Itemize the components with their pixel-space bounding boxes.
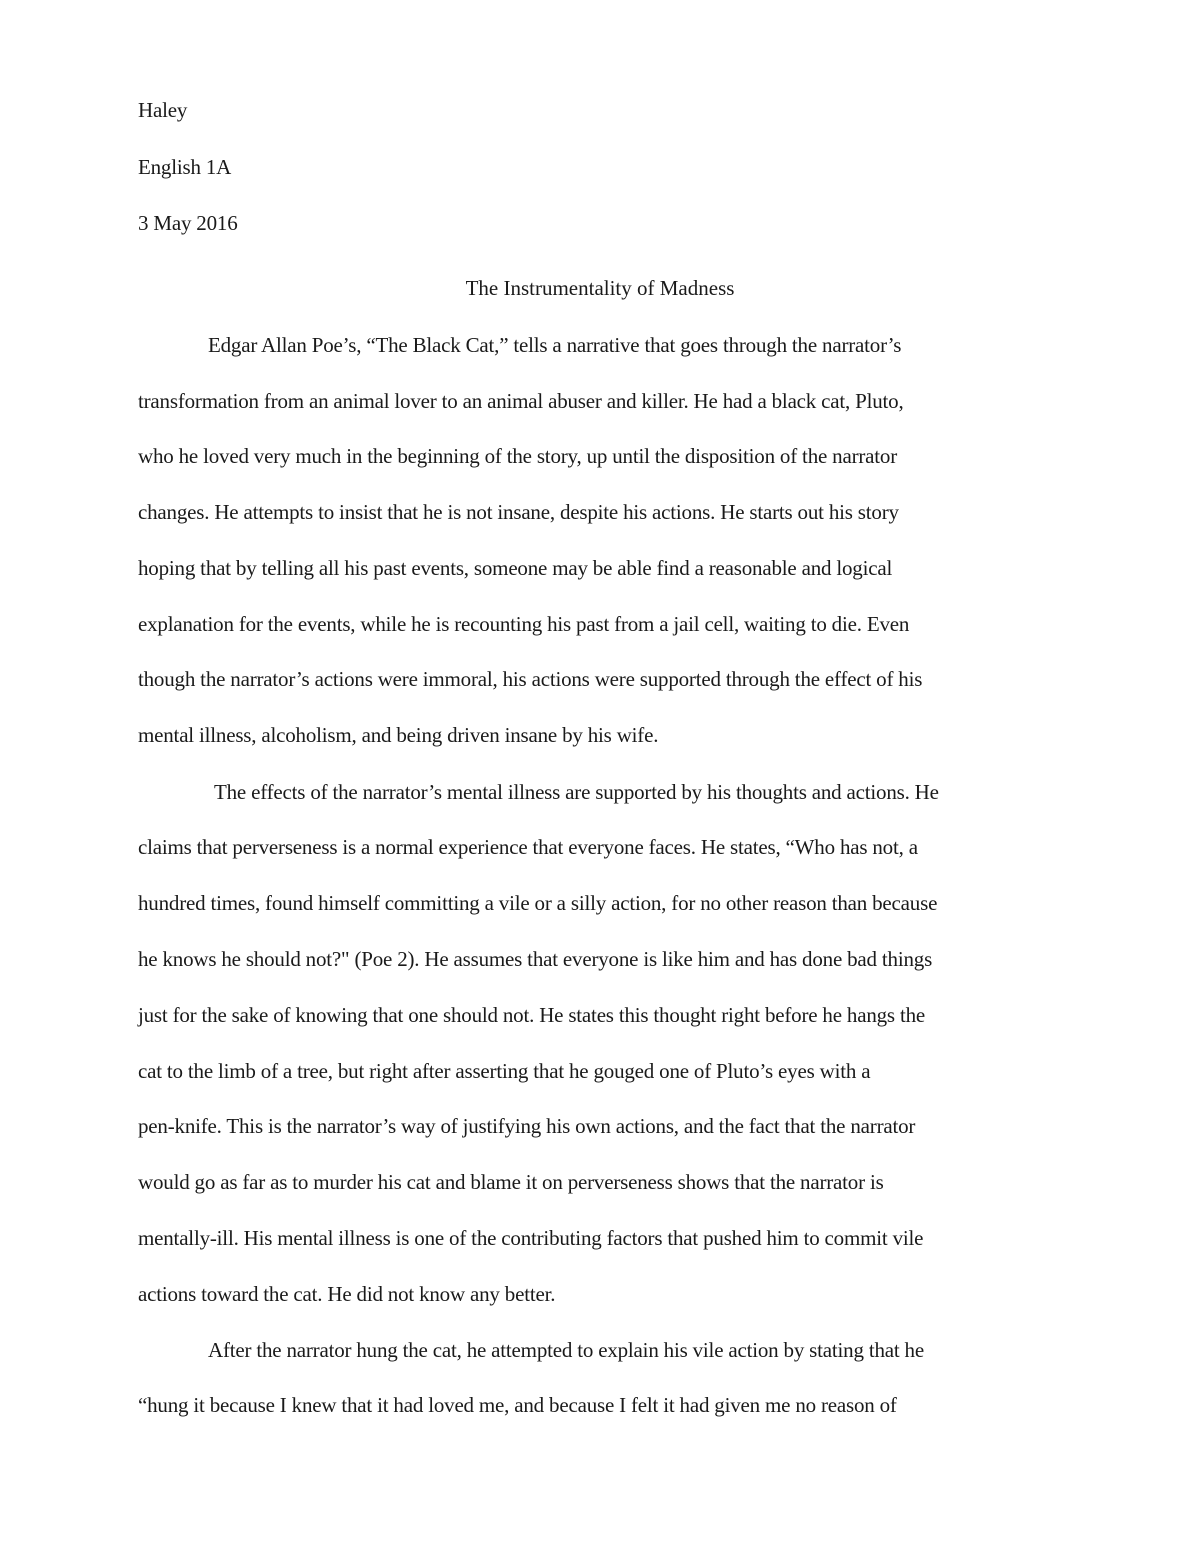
paragraph-2-line-7: pen-knife. This is the narrator’s way of justifying his own actions, and the fact that the narrator: [138, 1114, 916, 1138]
essay-date: 3 May 2016: [138, 211, 238, 235]
paragraph-1-line-1: Edgar Allan Poe’s, “The Black Cat,” tells a narrative that goes through the narrator’s: [208, 333, 902, 357]
paragraph-2-line-5: just for the sake of knowing that one should not. He states this thought right before he hangs the: [138, 1003, 926, 1027]
author-name: Haley: [138, 98, 188, 122]
paragraph-2-line-4: he knows he should not?" (Poe 2). He assumes that everyone is like him and has done bad things: [138, 947, 933, 971]
paragraph-2-line-1: The effects of the narrator’s mental illness are supported by his thoughts and actions. He: [214, 780, 939, 804]
course-name: English 1A: [138, 155, 232, 179]
paragraph-2-line-2: claims that perverseness is a normal experience that everyone faces. He states, “Who has not, a: [138, 835, 918, 859]
paragraph-3-line-2: “hung it because I knew that it had loved me, and because I felt it had given me no reason of: [138, 1393, 897, 1417]
paragraph-1-line-3: who he loved very much in the beginning of the story, up until the disposition of the narrator: [138, 444, 898, 468]
paragraph-2-line-10: actions toward the cat. He did not know any better.: [138, 1282, 556, 1306]
paragraph-1-line-7: though the narrator’s actions were immoral, his actions were supported through the effect of his: [138, 667, 923, 691]
paragraph-2-line-3: hundred times, found himself committing a vile or a silly action, for no other reason than because: [138, 891, 938, 915]
paragraph-3-line-1: After the narrator hung the cat, he attempted to explain his vile action by stating that he: [208, 1338, 924, 1362]
paragraph-2-line-6: cat to the limb of a tree, but right after asserting that he gouged one of Pluto’s eyes with a: [138, 1059, 871, 1083]
paragraph-1-line-2: transformation from an animal lover to an animal abuser and killer. He had a black cat, Pluto,: [138, 389, 904, 413]
paragraph-1-line-5: hoping that by telling all his past events, someone may be able find a reasonable and logical: [138, 556, 893, 580]
paragraph-2-line-8: would go as far as to murder his cat and blame it on perverseness shows that the narrator is: [138, 1170, 884, 1194]
essay-title: The Instrumentality of Madness: [465, 276, 735, 300]
paragraph-1-line-8: mental illness, alcoholism, and being driven insane by his wife.: [138, 723, 659, 747]
paragraph-2-line-9: mentally-ill. His mental illness is one of the contributing factors that pushed him to commit vile: [138, 1226, 924, 1250]
paragraph-1-line-6: explanation for the events, while he is recounting his past from a jail cell, waiting to die. Even: [138, 612, 910, 636]
paragraph-1-line-4: changes. He attempts to insist that he is not insane, despite his actions. He starts out his story: [138, 500, 899, 524]
